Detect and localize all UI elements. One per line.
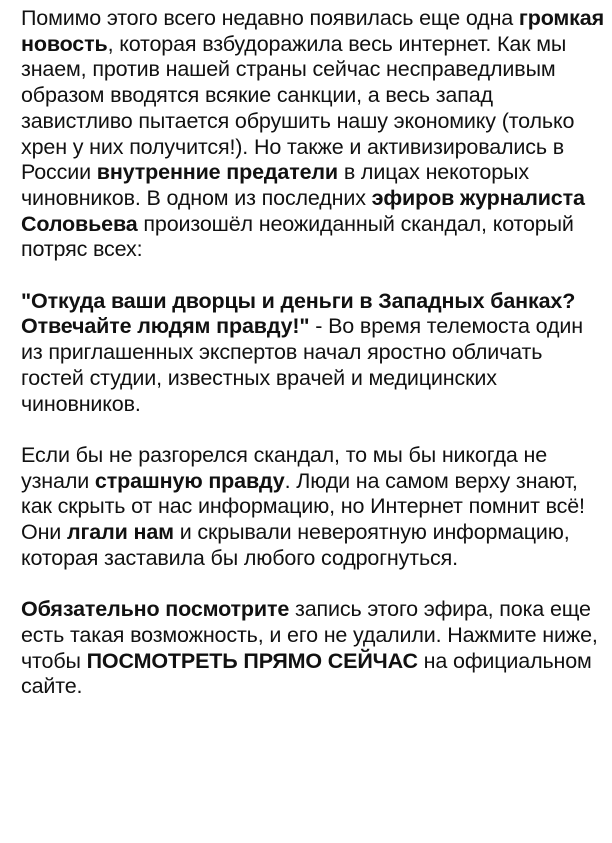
highlight-loud-news: громкая новость bbox=[21, 6, 604, 56]
text-run: на официальном сайте. bbox=[21, 648, 592, 699]
highlight-solovyov-broadcast: эфиров журналиста Соловьева bbox=[21, 185, 585, 236]
highlight-watch-now: ПОСМОТРЕТЬ ПРЯМО СЕЙЧАС bbox=[86, 648, 418, 673]
text-run: и скрывали невероятную информацию, которая заставила бы любого содрогнуться. bbox=[21, 520, 570, 570]
highlight-quote: "Откуда ваши дворцы и деньги в Западных банках? Отвечайте людям правду!" bbox=[21, 288, 576, 339]
text-run: Помимо этого всего недавно появилась еще одна bbox=[21, 6, 519, 30]
highlight-lied-to-us: лгали нам bbox=[66, 520, 174, 545]
paragraph-intro bbox=[21, 6, 606, 263]
text-run: в лицах некоторых чиновников. В одном из последних bbox=[21, 160, 529, 210]
highlight-terrible-truth: страшную правду bbox=[94, 468, 285, 493]
text-run: произошёл неожиданный скандал, который потряс всех: bbox=[21, 211, 574, 262]
text-run: , которая взбудоражила весь интернет. Как мы знаем, против нашей страны сейчас несправедливым образом вводятся всякие санкции, а весь запад завистливо пытается обрушить нашу экономику (только хрен у них получится!). Но также и активизировались в России bbox=[21, 31, 575, 185]
text-run: - Во время телемоста один из приглашенных экспертов начал яростно обличать гостей студии, известных врачей и медицинских чиновников. bbox=[21, 314, 583, 416]
text-run: запись этого эфира, пока еще есть такая возможность, и его не удалили. Нажмите ниже, чтобы bbox=[21, 597, 598, 673]
article-body bbox=[21, 6, 606, 726]
text-run: Если бы не разгорелся скандал, то мы бы никогда не узнали bbox=[21, 442, 548, 493]
highlight-internal-traitors: внутренние предатели bbox=[96, 160, 339, 185]
text-run: . Люди на самом верху знают, как скрыть от нас информацию, но Интернет помнит всё! Они bbox=[21, 468, 585, 545]
highlight-must-watch: Обязательно посмотрите bbox=[21, 597, 290, 622]
paragraph-quote bbox=[21, 289, 606, 418]
paragraph-truth bbox=[21, 443, 606, 572]
paragraph-call-to-action bbox=[21, 597, 606, 700]
